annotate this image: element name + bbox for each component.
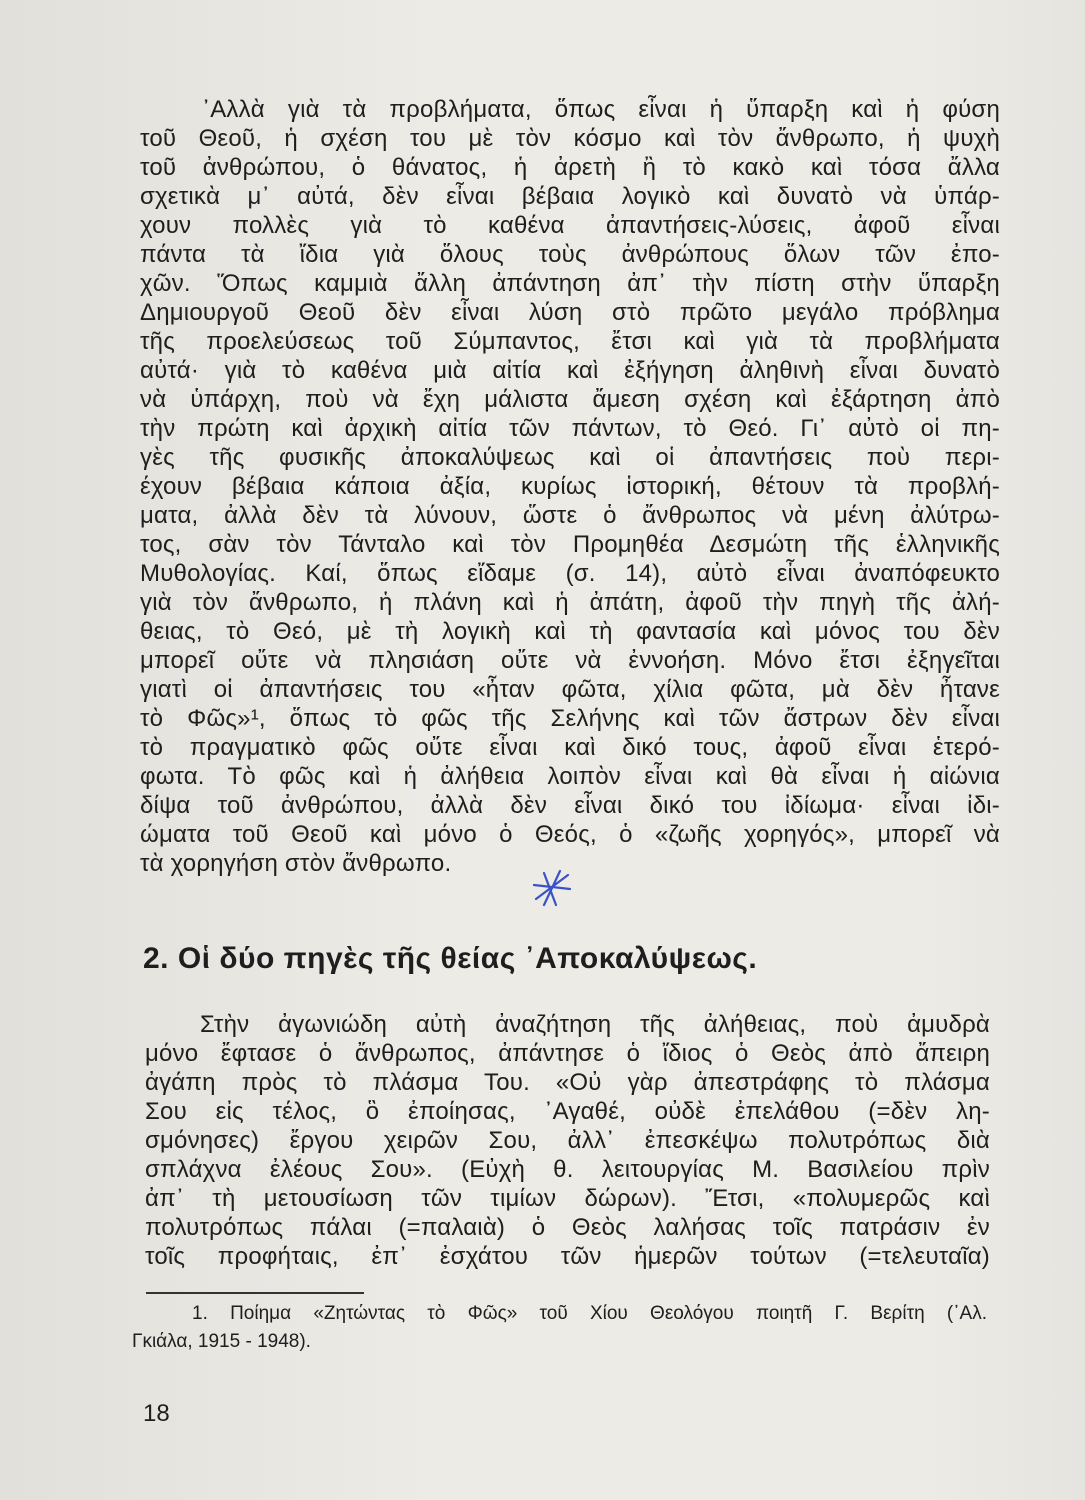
text-line: Δημιουργοῦ Θεοῦ δὲν εἶναι λύση στὸ πρῶτο μεγάλο πρόβλημα xyxy=(140,299,1000,326)
text-line: ἀπ᾿ τὴ μετουσίωση τῶν τιμίων δώρων). Ἔτσι, «πολυμερῶς καὶ xyxy=(145,1185,990,1212)
text-line: τὰ χορηγήση στὸν ἄνθρωπο. xyxy=(140,850,452,877)
footnote-divider xyxy=(146,1292,364,1294)
text-line: χῶν. Ὅπως καμμιὰ ἄλλη ἀπάντηση ἀπ᾿ τὴν πίστη στὴν ὕπαρξη xyxy=(140,270,1000,297)
text-line: ᾿Αλλὰ γιὰ τὰ προβλήματα, ὅπως εἶναι ἡ ὕπαρξη καὶ ἡ φύση xyxy=(202,96,1000,123)
text-line: Στὴν ἀγωνιώδη αὐτὴ ἀναζήτηση τῆς ἀλήθειας, ποὺ ἀμυδρὰ xyxy=(200,1011,990,1038)
text-line: θειας, τὸ Θεό, μὲ τὴ λογικὴ καὶ τὴ φαντασία καὶ μόνος του δὲν xyxy=(140,618,1000,645)
text-line: γὲς τῆς φυσικῆς ἀποκαλύψεως καὶ οἱ ἀπαντήσεις ποὺ περι- xyxy=(140,444,1000,471)
text-line: χουν πολλὲς γιὰ τὸ καθένα ἀπαντήσεις-λύσεις, ἀφοῦ εἶναι xyxy=(140,212,1000,239)
text-line: ματα, ἀλλὰ δὲν τὰ λύνουν, ὥστε ὁ ἄνθρωπος νὰ μένη ἀλύτρω- xyxy=(140,502,1000,529)
text-line: ἀγάπη πρὸς τὸ πλάσμα Του. «Οὐ γὰρ ἀπεστράφης τὸ πλάσμα xyxy=(145,1069,990,1096)
text-line: ώματα τοῦ Θεοῦ καὶ μόνο ὁ Θεός, ὁ «ζωῆς χορηγός», μπορεῖ νὰ xyxy=(140,821,1000,848)
text-line: τὸ Φῶς»¹, ὅπως τὸ φῶς τῆς Σελήνης καὶ τῶν ἄστρων δὲν εἶναι xyxy=(140,705,1000,732)
text-line: πολυτρόπως πάλαι (=παλαιὰ) ὁ Θεὸς λαλήσας τοῖς πατράσιν ἐν xyxy=(145,1214,990,1241)
text-line: Μυθολογίας. Καί, ὅπως εἴδαμε (σ. 14), αὐτὸ εἶναι ἀναπόφευκτο xyxy=(140,560,1000,587)
text-line: σχετικὰ μ᾿ αὐτά, δὲν εἶναι βέβαια λογικὸ καὶ δυνατὸ νὰ ὑπάρ- xyxy=(140,183,1000,210)
text-line: σμόνησες) ἔργου χειρῶν Σου, ἀλλ᾿ ἐπεσκέψω πολυτρόπως διὰ xyxy=(145,1127,990,1154)
text-line: τὸ πραγματικὸ φῶς οὔτε εἶναι καὶ δικό τους, ἀφοῦ εἶναι ἑτερό- xyxy=(140,734,1000,761)
text-line: τος, σὰν τὸν Τάνταλο καὶ τὸν Προμηθέα Δεσμώτη τῆς ἑλληνικῆς xyxy=(140,531,1000,558)
text-line: Σου εἰς τέλος, ὃ ἐποίησας, ᾿Αγαθέ, οὐδὲ ἐπελάθου (=δὲν λη- xyxy=(145,1098,990,1125)
section-1-body xyxy=(140,95,1000,878)
text-line: μπορεῖ οὔτε νὰ πλησιάση οὔτε νὰ ἐννοήση. Μόνο ἔτσι ἐξηγεῖται xyxy=(140,647,1000,674)
text-line: φωτα. Τὸ φῶς καὶ ἡ ἀλήθεια λοιπὸν εἶναι καὶ θὰ εἶναι ἡ αἰώνια xyxy=(140,763,1000,790)
text-line: τὴν πρώτη καὶ ἀρχικὴ αἰτία τῶν πάντων, τὸ Θεό. Γι᾿ αὐτὸ οἱ πη- xyxy=(140,415,1000,442)
handwritten-asterisk-icon xyxy=(530,865,575,910)
text-line: τοῖς προφήταις, ἐπ᾿ ἐσχάτου τῶν ἡμερῶν τούτων (=τελευταῖα) xyxy=(145,1243,990,1270)
text-line: μόνο ἔφτασε ὁ ἄνθρωπος, ἀπάντησε ὁ ἴδιος ὁ Θεὸς ἀπὸ ἄπειρη xyxy=(145,1040,990,1067)
text-line: νὰ ὑπάρχη, ποὺ νὰ ἔχη μάλιστα ἄμεση σχέση καὶ ἐξάρτηση ἀπὸ xyxy=(140,386,1000,413)
text-line: πάντα τὰ ἴδια γιὰ ὅλους τοὺς ἀνθρώπους ὅλων τῶν ἐπο- xyxy=(140,241,1000,268)
text-line: δίψα τοῦ ἀνθρώπου, ἀλλὰ δὲν εἶναι δικό του ἰδίωμα· εἶναι ἰδι- xyxy=(140,792,1000,819)
text-line: τοῦ Θεοῦ, ἡ σχέση του μὲ τὸν κόσμο καὶ τὸν ἄνθρωπο, ἡ ψυχὴ xyxy=(140,125,1000,152)
text-line: αὐτά· γιὰ τὸ καθένα μιὰ αἰτία καὶ ἐξήγηση ἀληθινὴ εἶναι δυνατὸ xyxy=(140,357,1000,384)
footnote xyxy=(132,1300,987,1356)
footnote-line: Γκιάλα, 1915 - 1948). xyxy=(132,1331,311,1352)
text-line: τοῦ ἀνθρώπου, ὁ θάνατος, ἡ ἀρετὴ ἢ τὸ κακὸ καὶ τόσα ἄλλα xyxy=(140,154,1000,181)
page-number: 18 xyxy=(143,1400,170,1427)
text-line: τῆς προελεύσεως τοῦ Σύμπαντος, ἔτσι καὶ γιὰ τὰ προβλήματα xyxy=(140,328,1000,355)
text-line: έχουν βέβαια κάποια ἀξία, κυρίως ἱστορική, θέτουν τὰ προβλή- xyxy=(140,473,1000,500)
text-line: γιὰ τὸν ἄνθρωπο, ἡ πλάνη καὶ ἡ ἀπάτη, ἀφοῦ τὴν πηγὴ τῆς ἀλή- xyxy=(140,589,1000,616)
section-heading: 2. Οἱ δύο πηγὲς τῆς θείας ᾿Αποκαλύψεως. xyxy=(143,942,758,975)
footnote-line: 1. Ποίημα «Ζητώντας τὸ Φῶς» τοῦ Χίου Θεολόγου ποιητῆ Γ. Βερίτη (᾿Αλ. xyxy=(192,1303,987,1324)
section-2-body xyxy=(145,1010,990,1271)
text-line: σπλάχνα ἐλέους Σου». (Εὐχὴ θ. λειτουργίας Μ. Βασιλείου πρὶν xyxy=(145,1156,990,1183)
text-line: γιατὶ οἱ ἀπαντήσεις του «ἦταν φῶτα, χίλια φῶτα, μὰ δὲν ἦτανε xyxy=(140,676,1000,703)
